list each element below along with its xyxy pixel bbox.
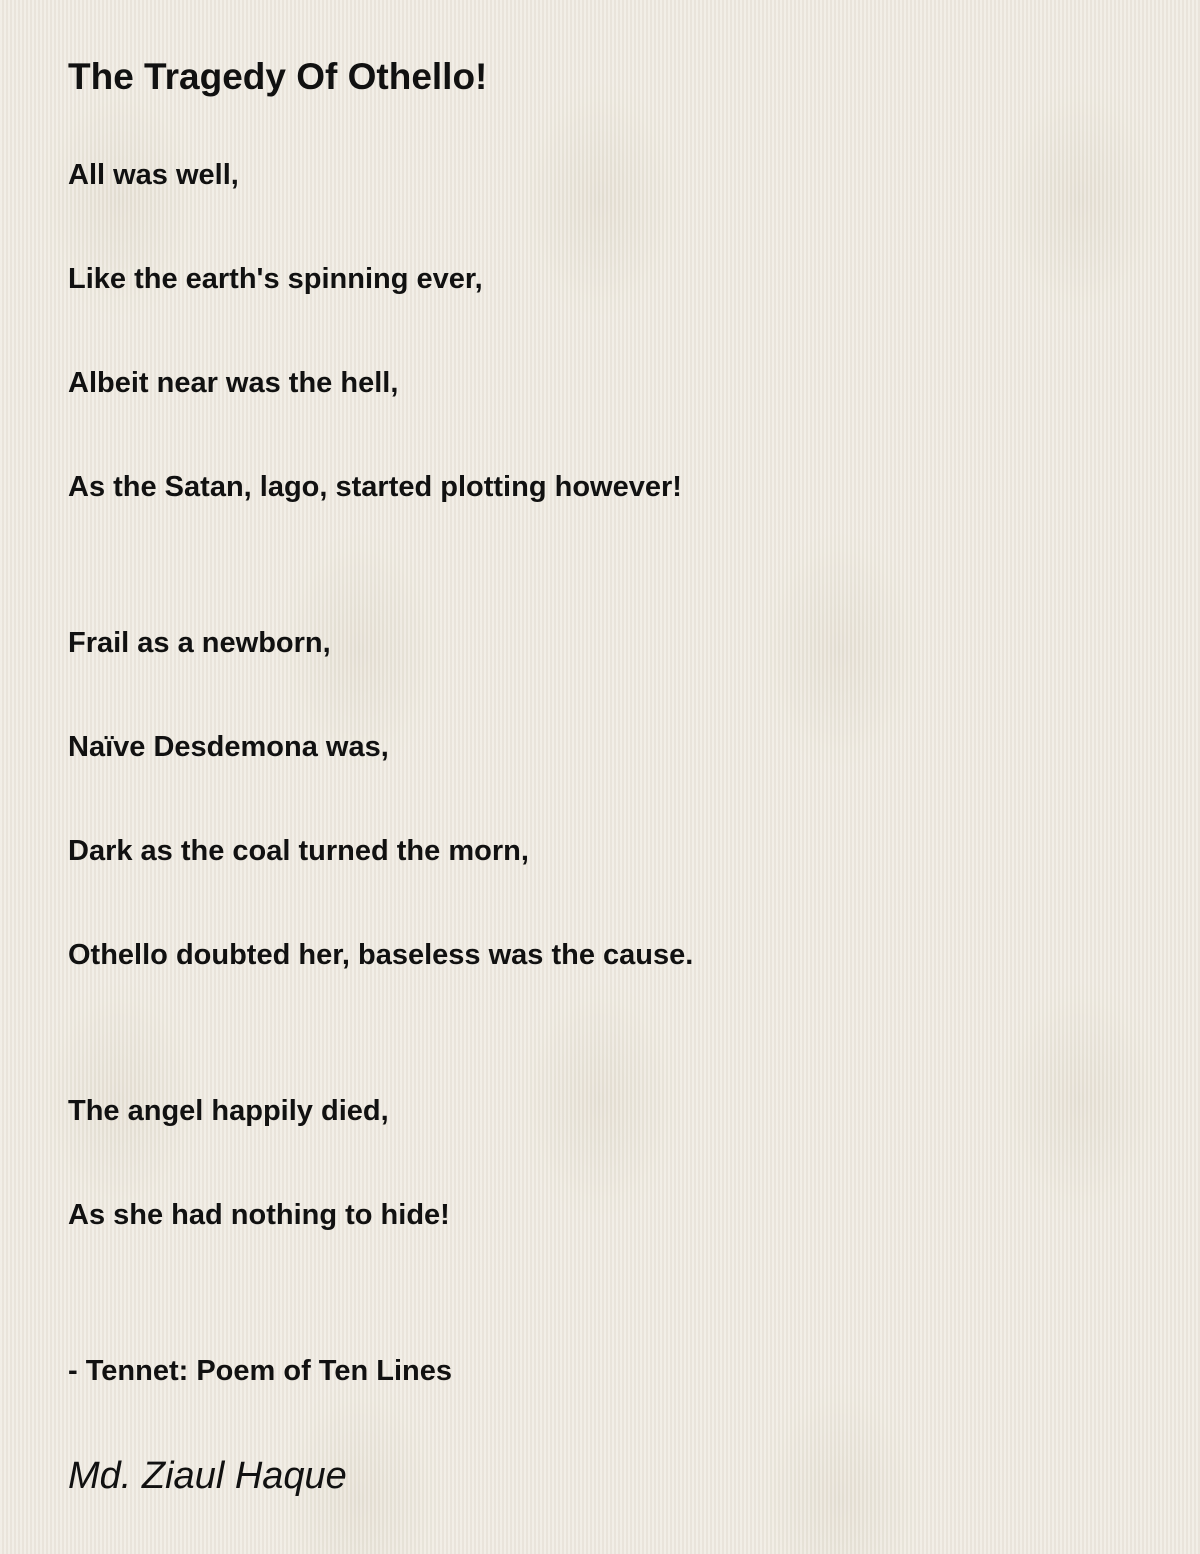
poem-line-7: Dark as the coal turned the morn,	[68, 835, 529, 867]
poem-line-8: Othello doubted her, baseless was the cause.	[68, 939, 694, 971]
poem-line-2: Like the earth's spinning ever,	[68, 263, 483, 295]
poem-line-4: As the Satan, lago, started plotting however!	[68, 471, 682, 503]
poem-line-10: As she had nothing to hide!	[68, 1199, 450, 1231]
poem-line-1: All was well,	[68, 159, 239, 191]
poem-title: The Tragedy Of Othello!	[68, 56, 488, 97]
poem-line-5: Frail as a newborn,	[68, 627, 331, 659]
poem-line-6: Naïve Desdemona was,	[68, 731, 389, 763]
poem-author: Md. Ziaul Haque	[68, 1455, 347, 1497]
poem-line-9: The angel happily died,	[68, 1095, 389, 1127]
poem-form-label: - Tennet: Poem of Ten Lines	[68, 1355, 452, 1387]
poem-line-3: Albeit near was the hell,	[68, 367, 399, 399]
